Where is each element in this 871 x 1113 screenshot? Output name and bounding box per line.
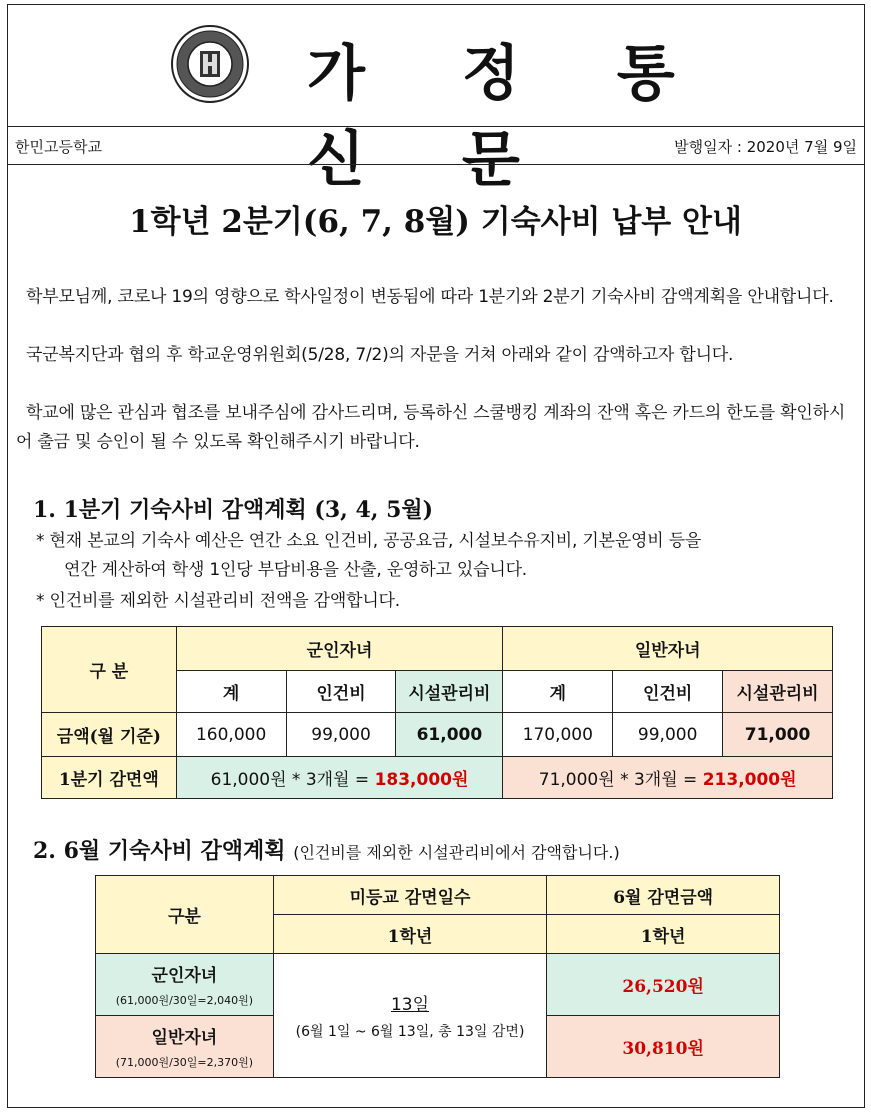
table1-mil-total: 160,000 bbox=[176, 713, 286, 757]
table2-gen-note: (71,000원/30일=2,370원) bbox=[115, 1056, 254, 1069]
table2-mil-note: (61,000원/30일=2,040원) bbox=[115, 994, 254, 1007]
table2-days-value: 13일 bbox=[390, 995, 430, 1015]
table2-mil-row-label bbox=[96, 954, 274, 1016]
paragraph-3: 학교에 많은 관심과 협조를 보내주심에 감사드리며, 등록하신 스쿨뱅킹 계좌의 잔액 혹은 카드의 한도를 확인하시어 출금 및 승인이 될 수 있도록 확인해주시기 바랍니다. bbox=[16, 403, 846, 452]
table2-grade-days: 1학년 bbox=[273, 915, 547, 954]
table1-mil-reduction bbox=[176, 757, 503, 799]
june-table bbox=[95, 875, 780, 1078]
table2-grade-amount: 1학년 bbox=[547, 915, 780, 954]
table2-mil-amount: 26,520원 bbox=[547, 954, 780, 1016]
table2-mil-label: 군인자녀 bbox=[151, 966, 218, 986]
table1-mil-reduction-result: 183,000원 bbox=[374, 770, 469, 790]
table2-corner: 구분 bbox=[96, 876, 274, 954]
section1-bullet1b: 연간 계산하여 학생 1인당 부담비용을 산출, 운영하고 있습니다. bbox=[64, 560, 527, 580]
notice-title: 1학년 2분기(6, 7, 8월) 기숙사비 납부 안내 bbox=[129, 204, 742, 240]
table1-gen-reduction-calc: 71,000원 * 3개월 = bbox=[538, 770, 703, 790]
table1-gen-labor: 99,000 bbox=[613, 713, 723, 757]
paragraph-1: 학부모님께, 코로나 19의 영향으로 학사일정이 변동됨에 따라 1분기와 2분기 기숙사비 감액계획을 안내합니다. bbox=[26, 287, 834, 307]
table2-gen-label: 일반자녀 bbox=[151, 1028, 218, 1048]
table1-gen-total: 170,000 bbox=[503, 713, 613, 757]
section1-bullet2: * 인건비를 제외한 시설관리비 전액을 감액합니다. bbox=[36, 591, 400, 611]
table1-col-labor: 인건비 bbox=[286, 671, 396, 713]
table2-gen-row-label bbox=[96, 1016, 274, 1078]
section1-bullet1a: * 현재 본교의 기숙사 예산은 연간 소요 인건비, 공공요금, 시설보수유지비, 기본운영비 등을 bbox=[36, 531, 702, 551]
quarter1-table bbox=[41, 626, 833, 799]
section2-subtitle: (인건비를 제외한 시설관리비에서 감액합니다.) bbox=[293, 843, 620, 862]
table1-group-military: 군인자녀 bbox=[176, 627, 503, 671]
table1-group-general: 일반자녀 bbox=[503, 627, 833, 671]
section2-title bbox=[33, 834, 620, 865]
table1-gen-reduction bbox=[503, 757, 833, 799]
table1-col-total: 계 bbox=[176, 671, 286, 713]
school-logo-icon bbox=[170, 24, 250, 104]
table2-gen-amount: 30,810원 bbox=[547, 1016, 780, 1078]
table1-col-facility: 시설관리비 bbox=[396, 671, 503, 713]
table2-days-note: (6월 1일 ~ 6월 13일, 총 13일 감면) bbox=[295, 1024, 525, 1040]
table1-mil-facility: 61,000 bbox=[396, 713, 503, 757]
table1-mil-reduction-calc: 61,000원 * 3개월 = bbox=[210, 770, 375, 790]
page-title: 가 정 통 신 문 bbox=[307, 39, 713, 195]
table1-col-labor: 인건비 bbox=[613, 671, 723, 713]
table2-days-cell bbox=[273, 954, 547, 1078]
info-bar bbox=[7, 127, 865, 165]
table1-gen-facility: 71,000 bbox=[723, 713, 833, 757]
section2-title-text: 2. 6월 기숙사비 감액계획 bbox=[33, 838, 286, 864]
table1-row-amount-label: 금액(월 기준) bbox=[42, 713, 177, 757]
paragraph-2: 국군복지단과 협의 후 학교운영위원회(5/28, 7/2)의 자문을 거쳐 아래와 같이 감액하고자 합니다. bbox=[26, 345, 734, 365]
table2-col-days: 미등교 감면일수 bbox=[273, 876, 547, 915]
table1-row-reduction-label: 1분기 감면액 bbox=[42, 757, 177, 799]
table1-mil-labor: 99,000 bbox=[286, 713, 396, 757]
school-name: 한민고등학교 bbox=[15, 138, 102, 156]
table1-col-total: 계 bbox=[503, 671, 613, 713]
table1-col-facility: 시설관리비 bbox=[723, 671, 833, 713]
table2-col-amount: 6월 감면금액 bbox=[547, 876, 780, 915]
table1-gen-reduction-result: 213,000원 bbox=[702, 770, 797, 790]
section1-title: 1. 1분기 기숙사비 감액계획 (3, 4, 5월) bbox=[33, 497, 434, 523]
table1-corner: 구 분 bbox=[42, 627, 177, 713]
issue-date: 발행일자 : 2020년 7월 9일 bbox=[674, 138, 857, 156]
